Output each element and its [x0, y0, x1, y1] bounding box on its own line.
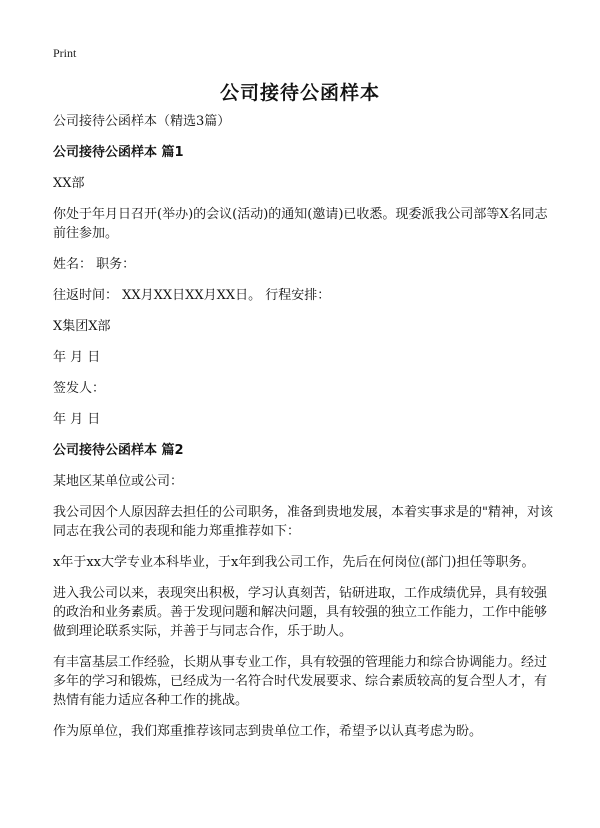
page-title: 公司接待公函样本	[219, 82, 380, 104]
section-2-paragraph-4: 有丰富基层工作经验，长期从事专业工作，具有较强的管理能力和综合协调能力。经过多年的学习和锻炼，已经成为一名符合时代发展要求、综合素质较高的复合型人才，有热情有能力适应各种工作的挑战。	[53, 655, 548, 708]
section-1-body: 你处于年月日召开(举办)的会议(活动)的通知(邀请)已收悉。现委派我公司部等X名同志前往参加。	[53, 207, 548, 241]
print-label: Print	[53, 46, 77, 60]
section-2-paragraph-2: x年于xx大学专业本科毕业，于x年到我公司工作，先后在何岗位(部门)担任等职务。	[53, 555, 535, 570]
section-2-paragraph-5: 作为原单位，我们郑重推荐该同志到贵单位工作，希望予以认真考虑为盼。	[53, 724, 483, 739]
section-2-heading: 公司接待公函样本 篇2	[53, 443, 184, 458]
section-2-paragraph-3: 进入我公司以来，表现突出积极，学习认真刻苦，钻研进取，工作成绩优异，具有较强的政治和业务素质。善于发现问题和解决问题，具有较强的独立工作能力，工作中能够做到理论联系实际，并善于与同志合作，乐于助人。	[53, 586, 548, 639]
section-1-date-1: 年 月 日	[53, 350, 101, 365]
section-1-group: X集团X部	[53, 319, 111, 334]
document-body	[53, 112, 553, 753]
section-1-recipient: XX部	[53, 176, 85, 191]
section-2-paragraph-1: 我公司因个人原因辞去担任的公司职务，准备到贵地发展，本着实事求是的"精神，对该同志在我公司的表现和能力郑重推荐如下：	[53, 505, 553, 539]
section-1-date-2: 年 月 日	[53, 412, 101, 427]
section-1-signer: 签发人：	[53, 381, 106, 396]
section-2-recipient: 某地区某单位或公司：	[53, 474, 184, 489]
section-1-heading: 公司接待公函样本 篇1	[53, 145, 184, 160]
document-subtitle: 公司接待公函样本（精选3篇）	[53, 114, 231, 129]
section-1-name-position: 姓名： 职务：	[53, 257, 136, 272]
section-1-travel: 往返时间： XX月XX日XX月XX日。 行程安排：	[53, 288, 331, 303]
